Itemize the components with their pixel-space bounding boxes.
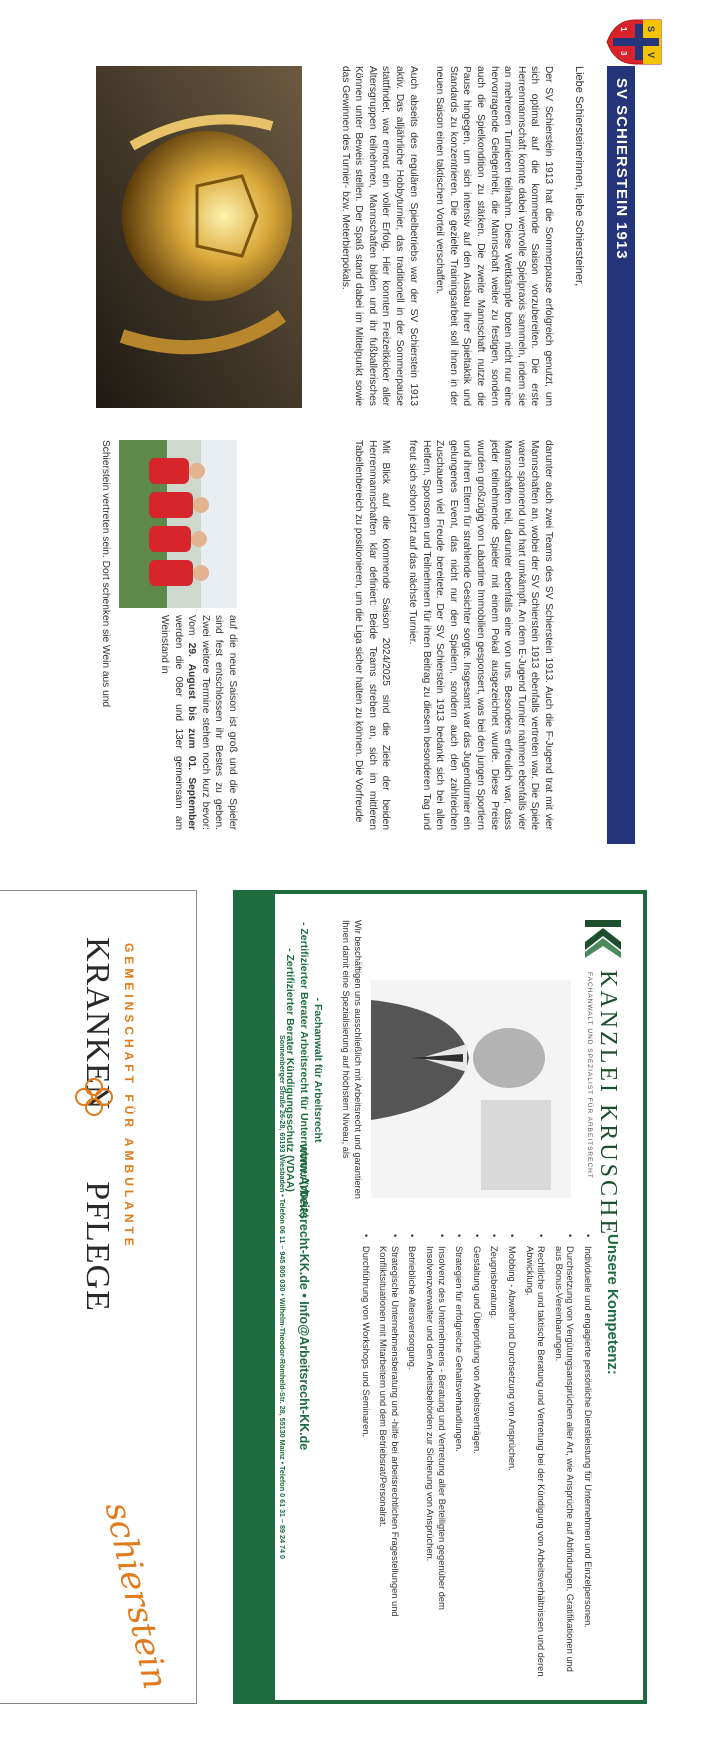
trophy-photo: [96, 66, 302, 408]
article-side-text-tail: werden die 08er und 13er gemeinsam am Weinstand in: [159, 615, 184, 830]
qualification-item: - Zertifizierter Berater Arbeitsrecht für Unternehmer (VDAA): [298, 921, 310, 1218]
kanzlei-intro: Wir beschäftigen uns ausschließlich mit Arbeitsrecht und garantieren Ihnen damit eine Spezialisierung auf höchstem Niveau, als: [341, 920, 363, 1199]
club-title: SV SCHIERSTEIN 1913: [613, 78, 630, 260]
club-title-bar: [607, 66, 635, 844]
kanzlei-address: Sonnenberger Straße 26-28, 65193 Wiesbaden • Telefon 06 11 – 945 805 030 • Wilhelm-Theodor-Römheld-Str. 28, 55130 Mainz • Telefon 0 61 31 – 89 24 74 0: [278, 1034, 287, 1560]
flower-icon: [74, 1077, 114, 1117]
crest-digit-3: 3: [619, 51, 628, 56]
competence-item: • Strategien für erfolgreiche Gehaltsverhandlungen.: [453, 1234, 465, 1682]
article-paragraph: Mit Blick auf die kommende Saison 2024/2025 sind die Ziele der beiden Herrenmannschaften klar definiert: Beide Teams streben an, sich im mittleren Tabellenbereich zu positionieren, um die Liga sicher halten zu können. Die Vorfreude: [353, 440, 392, 830]
article-bottom-text: Schierstein vertreten sein. Dort schenken sie Wein aus und: [100, 440, 111, 708]
qualification-item: - Zertifizierter Berater Kündigungsschutz (VDAA): [284, 948, 296, 1192]
article-event-dates: 29. August bis zum 01. September: [186, 642, 198, 831]
crest-digit-1: 1: [619, 27, 628, 32]
pflege-word-kranken: KRANKEN: [79, 937, 116, 1111]
pflege-wordmark: [78, 937, 116, 1312]
kanzlei-brand: KANZLEI KRUSCHE: [595, 970, 621, 1237]
qualification-item: - Fachanwalt für Arbeitsrecht: [312, 997, 324, 1143]
lawyer-portrait-photo: [371, 980, 571, 1198]
article-column-2: [352, 440, 555, 830]
competence-item: • Insolvenz des Unternehmens - Beratung und Vertretung aller Beteiligten gegenüber dem Insolvenzverwalter und den Arbeitsbehörden zur Sicherung von Ansprüchen.: [423, 1234, 446, 1682]
competence-item: • Zeugnisberatung.: [488, 1234, 500, 1682]
ad-kanzlei-krusche: [233, 890, 647, 1704]
article-paragraph: Auch abseits des regulären Spielbetriebs war der SV Schierstein 1913 aktiv. Das alljährliche Hobbyturnier, das traditionell in der Sommerpause stattfindet, war erneut ein voller Erfolg. Hier konnten Freizeitkicker aller Altersgruppen teilnehmen, Mannschaften bilden und ihr fußballerisches Können unter Beweis stellen. Der Spaß stand dabei im Mittelpunkt sowie das Gewinnen des Turnier- bzw. Meterbierpokals.: [339, 66, 419, 406]
competence-item: • Rechtliche und taktische Beratung und Vertretung bei der Kündigung von Arbeitsverhältnissen und deren Abwicklung.: [523, 1234, 546, 1682]
kanzlei-web-email[interactable]: www.Arbeitsrecht-KK.de • Info@Arbeitsrecht-KK.de: [297, 1143, 311, 1451]
competence-item: • Mobbing - Abwehr und Durchsetzung von Ansprüchen.: [505, 1234, 517, 1682]
competence-item: • Strategische Unternehmensberatung und -hilfe bei arbeitsrechtlichen Fragestellungen und Konfliktsituationen mit Mitarbeitern und dem Betriebsrat/Personalrat.: [377, 1234, 400, 1682]
kanzlei-brand-subtitle: FACHANWALT UND SPEZIALIST FÜR ARBEITSRECHT: [586, 972, 593, 1179]
article-column-1: [325, 66, 555, 406]
competence-item: • Durchführung von Workshops und Seminaren.: [359, 1234, 371, 1682]
competence-item: • Betriebliche Altersversorgung.: [406, 1234, 418, 1682]
pflege-word-pflege: PFLEGE: [79, 1181, 116, 1312]
kanzlei-logo-icon: [583, 918, 623, 958]
competence-item: • Durchsetzung von Vergütungsansprüchen aller Art, wie Ansprüche auf Abfindungen, Gratifikationen und aus Bonus-Vereinbarungen.: [552, 1234, 575, 1682]
competence-item: • Individuelle und engagierte persönliche Dienstleistung für Unternehmen und Einzelpersonen.: [581, 1234, 593, 1682]
club-crest-logo: [605, 16, 665, 68]
article-side-text: [157, 615, 239, 830]
kanzlei-competence-list: [353, 1234, 593, 1682]
article-paragraph: darunter auch zwei Teams des SV Schierstein 1913. Auch die F-Jugend trat mit vier Mannschaften an, wobei der SV Schierstein 1913 ebenfalls vertreten war. Die Spiele waren spannend und hart umkämpft. An dem E-Jugend Turnier nahmen ebenfalls vier Mannschaften teil, darunter ebenfalls eine von uns. Besonders erfreulich war, dass jeder teilnehmende Spieler mit einem Pokal ausgezeichnet wurde. Diese Preise wurden großzügig von Labartine Immobilien gesponsert, was bei den jungen Sportlern und ihren Eltern für strahlende Gesichter sorgte. Insgesamt war das Jugendturnier ein gelungenes Event, das nicht nur den Spielern, sondern auch den zahlreichen Zuschauern viel Freude bereitete. Der SV Schierstein 1913 bedankt sich bei allen Helfern, Sponsoren und Teilnehmern für ihren Beitrag zu diesem besonderen Tag und freut sich schon jetzt auf das nächste Turnier.: [407, 440, 554, 830]
article-side-text-lead: auf die neue Saison ist groß und die Spieler sind fest entschlossen ihr Bestes zu geben. Zwei weitere Termine stehen noch kurz bevor: Vom: [186, 615, 238, 830]
salutation: Liebe Schiersteinerinnen, liebe Schiersteiner,: [573, 66, 585, 287]
ad-krankenpflege: [0, 890, 197, 1704]
team-photo: [119, 440, 237, 608]
ad-footer-band: [237, 894, 275, 1700]
crest-letter-s: S: [646, 26, 656, 33]
article-paragraph: Der SV Schierstein 1913 hat die Sommerpause erfolgreich genutzt, um sich optimal auf die kommende Saison vorzubereiten. Die erste Herrenmannschaft konnte dabei wertvolle Spielpraxis sammeln, indem sie an mehreren Turnieren teilnahm. Diese Wettkämpfe boten nicht nur eine hervorragende Gelegenheit, die Mannschaft weiter zu festigen, sondern auch die Spielkondition zu stärken. Die zweite Mannschaft nutzte die Pause hingegen, um sich intensiv auf den Ausbau ihrer Spieltaktik und Standards zu konzentrieren. Die gezielte Trainingsarbeit soll ihnen in der neuen Saison einen taktischen Vorteil verschaffen.: [434, 66, 554, 406]
pflege-kicker: GEMEINSCHAFT FÜR AMBULANTE: [122, 943, 136, 1250]
kanzlei-competence-heading: Unsere Kompetenz:: [604, 1234, 621, 1375]
crest-letter-v: V: [646, 52, 656, 59]
competence-item: • Gestaltung und Überprüfung von Arbeitsverträgen.: [470, 1234, 482, 1682]
pflege-script-schierstein: schierstein: [96, 1498, 176, 1693]
